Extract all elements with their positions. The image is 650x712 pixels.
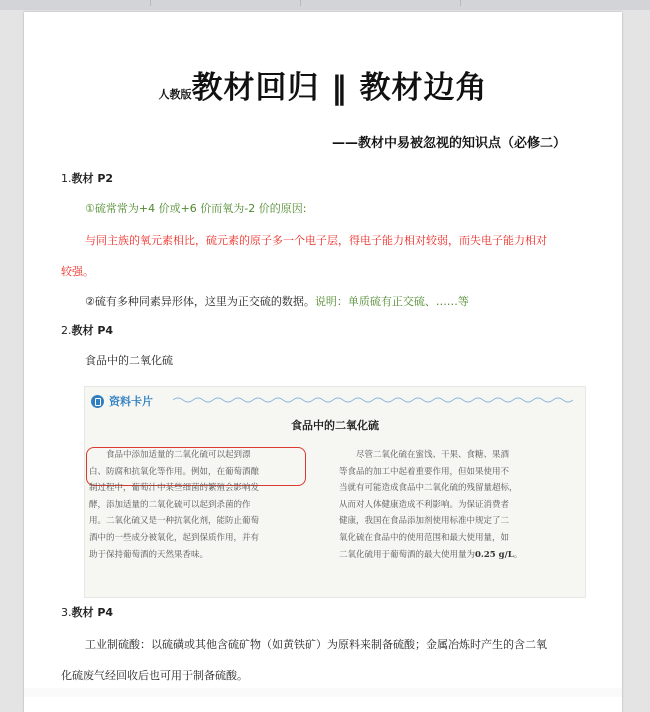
card-left-column: [89, 447, 315, 563]
card-text: 。: [513, 549, 523, 560]
card-line: 白、防腐和抗氧化等作用。例如，在葡萄酒酿: [89, 466, 260, 477]
publisher-label: 人教版: [158, 88, 192, 101]
card-label: 资料卡片: [109, 395, 153, 408]
title-text: 教材回归 ‖ 教材边角: [191, 70, 488, 106]
question-2: [85, 293, 469, 309]
card-line: 助于保持葡萄酒的天然果香味。: [89, 549, 209, 560]
card-line: 用。二氧化硫又是一种抗氧化剂，能防止葡萄: [89, 516, 260, 527]
section-label: 教材 P4: [71, 324, 114, 337]
answer-1-line-2: 较强。: [61, 265, 94, 278]
section-2-heading: [61, 322, 113, 338]
section-3-heading: [61, 604, 113, 620]
answer-1-line-1: 与同主族的氧元素相比，硫元素的原子多一个电子层，得电子能力相对较弱，而失电子能力相对: [85, 234, 547, 247]
card-line: 食品中添加适量的二氧化硫可以起到漂: [89, 450, 251, 460]
card-line: 当就有可能造成食品中二氧化硫的残留量超标，: [339, 483, 518, 494]
section-1-heading: [61, 170, 113, 186]
card-line: 酒中的一些成分被氧化，起到保质作用，并有: [89, 532, 260, 543]
info-card: [84, 386, 586, 598]
section-label: 教材 P4: [71, 606, 114, 619]
ruler-tick: [150, 0, 151, 6]
question-1: ①硫常常为+4 价或+6 价而氧为-2 价的原因:: [85, 202, 307, 215]
card-text: 二氧化硫用于葡萄酒的最大使用量为: [339, 549, 476, 560]
card-header: [91, 393, 153, 409]
next-page-edge: [24, 688, 622, 697]
wave-divider: [173, 396, 577, 404]
card-line: 等食品的加工中起着重要作用，但如果使用不: [339, 466, 510, 477]
card-line: 制过程中，葡萄汁中某些细菌的繁殖会影响发: [89, 483, 260, 494]
document-page: [24, 12, 622, 712]
card-line: 健康，我国在食品添加剂使用标准中规定了二: [339, 516, 510, 527]
card-title: 食品中的二氧化硫: [291, 419, 379, 432]
max-amount: 0.25 g/L: [475, 549, 514, 560]
toolbar-strip: [0, 0, 650, 10]
section-2-intro: 食品中的二氧化硫: [85, 354, 173, 367]
card-line: 尽管二氧化硫在蜜饯、干果、食糖、果酒: [339, 450, 510, 460]
book-icon: [91, 395, 104, 408]
page-title: [24, 62, 622, 107]
card-line-last: [339, 547, 565, 564]
section-3-line-1: 工业制硫酸：以硫磺或其他含硫矿物（如黄铁矿）为原料来制备硫酸；金属冶炼时产生的含二氧: [85, 638, 547, 651]
question-2-note: 说明：单质硫有正交硫、……等: [314, 295, 469, 308]
ruler-tick: [300, 0, 301, 6]
section-number: 2.: [61, 324, 72, 337]
question-2-text: ②硫有多种同素异形体，这里为正交硫的数据。: [85, 295, 315, 308]
section-3-line-2: 化硫废气经回收后也可用于制备硫酸。: [61, 669, 248, 682]
section-number: 3.: [61, 606, 72, 619]
section-number: 1.: [61, 172, 72, 185]
ruler-tick: [460, 0, 461, 6]
section-label: 教材 P2: [71, 172, 114, 185]
card-right-column: [339, 447, 565, 563]
card-line: 酵，添加适量的二氧化硫可以起到杀菌的作: [89, 499, 251, 510]
page-subtitle: ——教材中易被忽视的知识点（必修二）: [331, 136, 566, 151]
card-line: 氧化硫在食品中的使用范围和最大使用量，如: [339, 532, 510, 543]
card-line: 从而对人体健康造成不利影响。为保证消费者: [339, 499, 510, 510]
